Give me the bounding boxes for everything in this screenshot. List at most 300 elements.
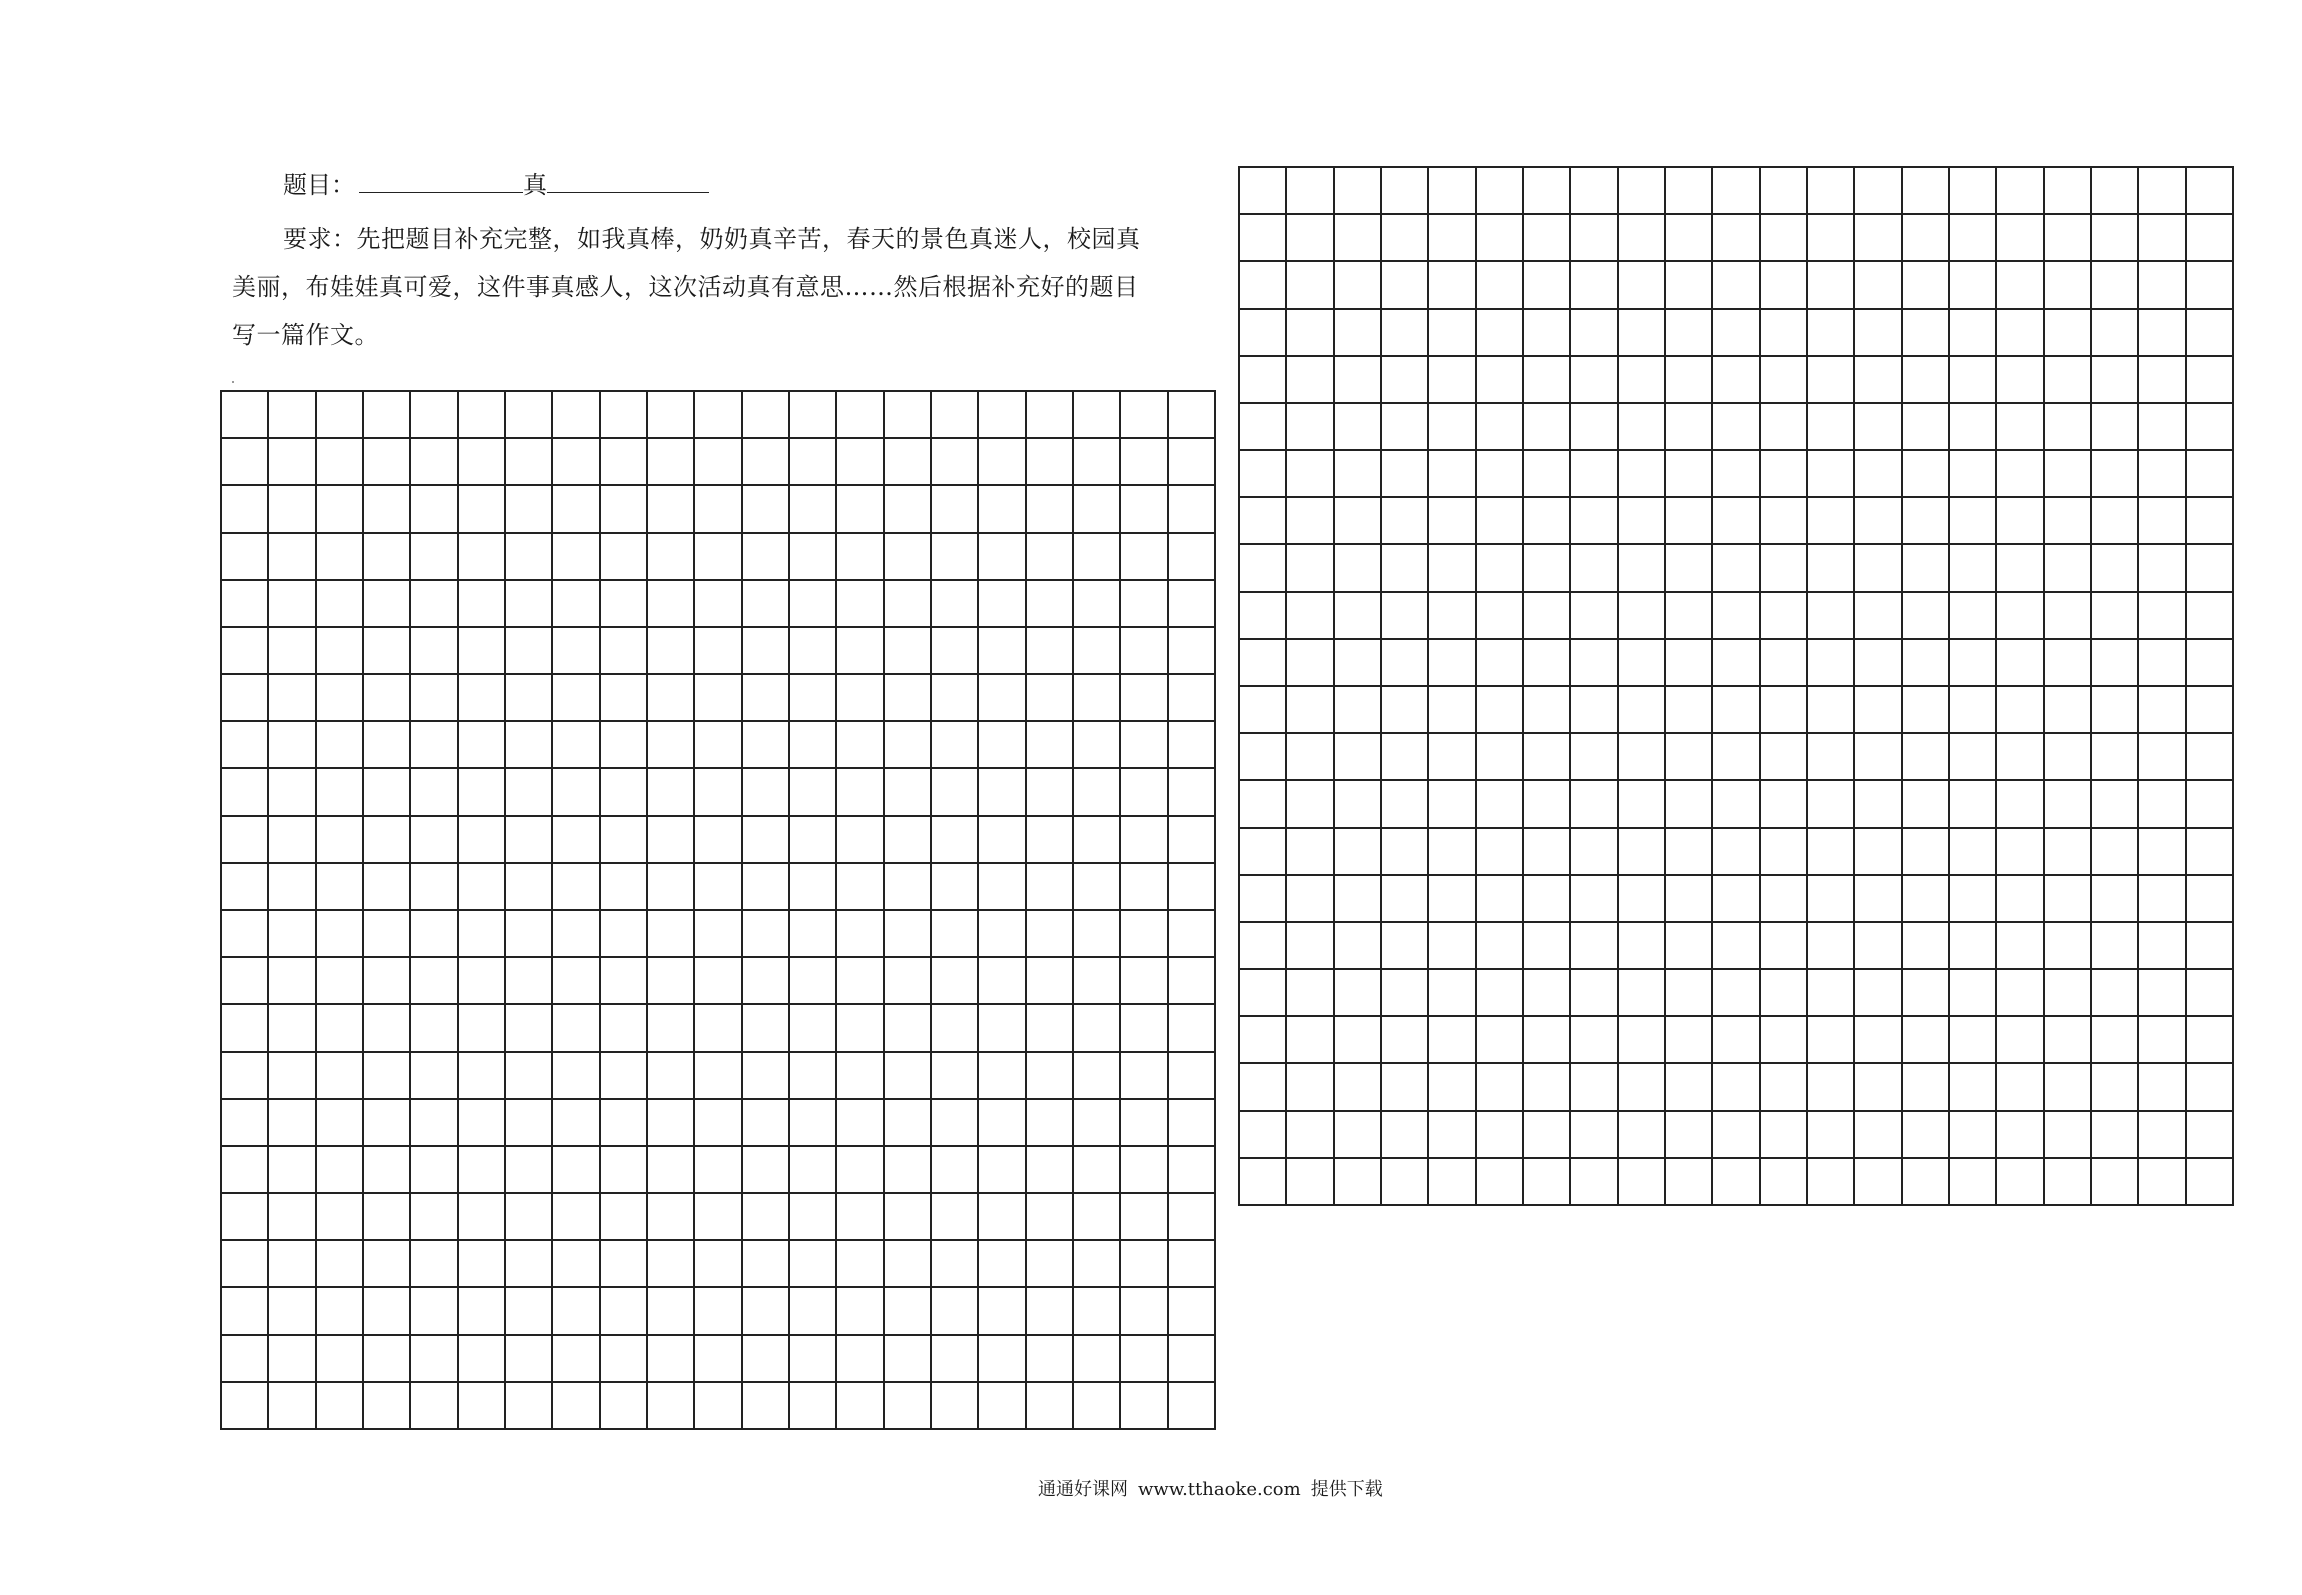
grid-cell bbox=[459, 769, 506, 816]
grid-cell bbox=[2045, 876, 2092, 923]
grid-cell bbox=[695, 486, 742, 533]
grid-cell bbox=[1524, 262, 1571, 309]
grid-cell bbox=[553, 1194, 600, 1241]
grid-cell bbox=[601, 1100, 648, 1147]
grid-cell bbox=[1619, 1112, 1666, 1159]
grid-cell bbox=[1027, 1241, 1074, 1288]
grid-cell bbox=[1571, 498, 1618, 545]
grid-cell bbox=[1808, 310, 1855, 357]
grid-cell bbox=[2139, 404, 2186, 451]
grid-cell bbox=[743, 675, 790, 722]
grid-cell bbox=[364, 581, 411, 628]
grid-cell bbox=[1429, 734, 1476, 781]
grid-cell bbox=[885, 439, 932, 486]
grid-cell bbox=[506, 958, 553, 1005]
grid-cell bbox=[459, 675, 506, 722]
grid-cell bbox=[1169, 817, 1216, 864]
grid-cell bbox=[2139, 215, 2186, 262]
grid-cell bbox=[506, 1383, 553, 1430]
grid-cell bbox=[1027, 911, 1074, 958]
grid-cell bbox=[1169, 958, 1216, 1005]
grid-cell bbox=[601, 486, 648, 533]
grid-cell bbox=[2092, 1159, 2139, 1206]
grid-cell bbox=[979, 1147, 1026, 1194]
grid-cell bbox=[743, 439, 790, 486]
grid-cell bbox=[695, 534, 742, 581]
grid-cell bbox=[459, 1336, 506, 1383]
grid-cell bbox=[1287, 876, 1334, 923]
grid-cell bbox=[411, 1194, 458, 1241]
grid-cell bbox=[269, 628, 316, 675]
grid-cell bbox=[2139, 1112, 2186, 1159]
grid-cell bbox=[1713, 781, 1760, 828]
grid-cell bbox=[1808, 1017, 1855, 1064]
grid-cell bbox=[1619, 262, 1666, 309]
grid-cell bbox=[2045, 215, 2092, 262]
grid-cell bbox=[1903, 640, 1950, 687]
grid-cell bbox=[1429, 781, 1476, 828]
grid-cell bbox=[506, 817, 553, 864]
grid-cell bbox=[1571, 781, 1618, 828]
grid-cell bbox=[601, 581, 648, 628]
grid-cell bbox=[885, 534, 932, 581]
grid-cell bbox=[790, 675, 837, 722]
grid-cell bbox=[1477, 781, 1524, 828]
grid-cell bbox=[1429, 876, 1476, 923]
grid-cell bbox=[2045, 545, 2092, 592]
grid-cell bbox=[885, 392, 932, 439]
grid-cell bbox=[1335, 781, 1382, 828]
grid-cell bbox=[2092, 923, 2139, 970]
grid-cell bbox=[1855, 451, 1902, 498]
grid-cell bbox=[2139, 829, 2186, 876]
grid-cell bbox=[1287, 829, 1334, 876]
grid-cell bbox=[1477, 545, 1524, 592]
grid-cell bbox=[2045, 357, 2092, 404]
grid-cell bbox=[743, 958, 790, 1005]
grid-cell bbox=[979, 1383, 1026, 1430]
grid-cell bbox=[1240, 168, 1287, 215]
grid-cell bbox=[1287, 310, 1334, 357]
grid-cell bbox=[743, 1005, 790, 1052]
grid-cell bbox=[1477, 829, 1524, 876]
grid-cell bbox=[932, 1383, 979, 1430]
grid-cell bbox=[2187, 687, 2234, 734]
grid-cell bbox=[1997, 310, 2044, 357]
grid-cell bbox=[269, 1147, 316, 1194]
grid-cell bbox=[553, 1147, 600, 1194]
grid-cell bbox=[837, 1100, 884, 1147]
grid-cell bbox=[1950, 215, 1997, 262]
grid-cell bbox=[1121, 1194, 1168, 1241]
grid-cell bbox=[648, 1336, 695, 1383]
grid-cell bbox=[648, 817, 695, 864]
grid-cell bbox=[837, 817, 884, 864]
grid-cell bbox=[1121, 1147, 1168, 1194]
grid-cell bbox=[1477, 357, 1524, 404]
grid-cell bbox=[364, 628, 411, 675]
grid-cell bbox=[1121, 628, 1168, 675]
grid-cell bbox=[1855, 734, 1902, 781]
grid-cell bbox=[317, 1100, 364, 1147]
grid-cell bbox=[1666, 640, 1713, 687]
grid-cell bbox=[269, 1288, 316, 1335]
grid-cell bbox=[1997, 168, 2044, 215]
grid-cell bbox=[1997, 262, 2044, 309]
grid-cell bbox=[1808, 1064, 1855, 1111]
grid-cell bbox=[1382, 1112, 1429, 1159]
grid-cell bbox=[1074, 1147, 1121, 1194]
grid-cell bbox=[1903, 545, 1950, 592]
grid-cell bbox=[2092, 687, 2139, 734]
grid-cell bbox=[1950, 829, 1997, 876]
grid-cell bbox=[1027, 1194, 1074, 1241]
grid-cell bbox=[1027, 1100, 1074, 1147]
grid-cell bbox=[601, 864, 648, 911]
grid-cell bbox=[1950, 262, 1997, 309]
grid-cell bbox=[1666, 1159, 1713, 1206]
grid-cell bbox=[743, 1194, 790, 1241]
grid-cell bbox=[1240, 593, 1287, 640]
grid-cell bbox=[1571, 310, 1618, 357]
grid-cell bbox=[317, 1194, 364, 1241]
grid-cell bbox=[222, 1147, 269, 1194]
grid-cell bbox=[695, 1288, 742, 1335]
grid-cell bbox=[2187, 1017, 2234, 1064]
grid-cell bbox=[317, 817, 364, 864]
grid-cell bbox=[1855, 829, 1902, 876]
grid-cell bbox=[1477, 498, 1524, 545]
grid-cell bbox=[1382, 970, 1429, 1017]
grid-cell bbox=[1429, 923, 1476, 970]
grid-cell bbox=[459, 1053, 506, 1100]
grid-cell bbox=[2045, 262, 2092, 309]
grid-cell bbox=[1121, 1336, 1168, 1383]
grid-cell bbox=[1808, 593, 1855, 640]
grid-cell bbox=[837, 628, 884, 675]
grid-cell bbox=[932, 769, 979, 816]
grid-cell bbox=[2092, 593, 2139, 640]
grid-cell bbox=[1666, 970, 1713, 1017]
grid-cell bbox=[885, 911, 932, 958]
grid-cell bbox=[506, 1336, 553, 1383]
grid-cell bbox=[2187, 1159, 2234, 1206]
grid-cell bbox=[1169, 864, 1216, 911]
grid-cell bbox=[1477, 970, 1524, 1017]
grid-cell bbox=[2092, 310, 2139, 357]
grid-cell bbox=[222, 817, 269, 864]
grid-cell bbox=[837, 1336, 884, 1383]
grid-cell bbox=[269, 534, 316, 581]
grid-cell bbox=[1240, 970, 1287, 1017]
grid-cell bbox=[1240, 357, 1287, 404]
grid-cell bbox=[1808, 357, 1855, 404]
grid-cell bbox=[1571, 687, 1618, 734]
grid-cell bbox=[317, 1336, 364, 1383]
grid-cell bbox=[1666, 1064, 1713, 1111]
grid-cell bbox=[1713, 498, 1760, 545]
grid-cell bbox=[411, 1005, 458, 1052]
grid-cell bbox=[1382, 640, 1429, 687]
grid-cell bbox=[317, 911, 364, 958]
grid-cell bbox=[1287, 215, 1334, 262]
grid-cell bbox=[1619, 687, 1666, 734]
grid-cell bbox=[411, 628, 458, 675]
grid-cell bbox=[1429, 640, 1476, 687]
grid-cell bbox=[1240, 1017, 1287, 1064]
grid-cell bbox=[1382, 781, 1429, 828]
grid-cell bbox=[1950, 451, 1997, 498]
grid-cell bbox=[1287, 687, 1334, 734]
grid-cell bbox=[1619, 1159, 1666, 1206]
grid-cell bbox=[1855, 1159, 1902, 1206]
grid-cell bbox=[2045, 404, 2092, 451]
grid-cell bbox=[1619, 404, 1666, 451]
grid-cell bbox=[648, 1241, 695, 1288]
grid-cell bbox=[885, 1288, 932, 1335]
grid-cell bbox=[790, 817, 837, 864]
grid-cell bbox=[932, 486, 979, 533]
grid-cell bbox=[1619, 451, 1666, 498]
grid-cell bbox=[2092, 1017, 2139, 1064]
grid-cell bbox=[837, 1053, 884, 1100]
grid-cell bbox=[885, 864, 932, 911]
grid-cell bbox=[695, 1053, 742, 1100]
grid-cell bbox=[1335, 404, 1382, 451]
grid-cell bbox=[2092, 970, 2139, 1017]
grid-cell bbox=[269, 675, 316, 722]
grid-cell bbox=[317, 534, 364, 581]
grid-cell bbox=[459, 439, 506, 486]
grid-cell bbox=[269, 1194, 316, 1241]
grid-cell bbox=[1808, 923, 1855, 970]
grid-cell bbox=[2139, 451, 2186, 498]
grid-cell bbox=[2045, 1112, 2092, 1159]
grid-cell bbox=[1335, 829, 1382, 876]
grid-cell bbox=[885, 817, 932, 864]
grid-cell bbox=[1287, 1017, 1334, 1064]
grid-cell bbox=[1477, 262, 1524, 309]
grid-cell bbox=[506, 675, 553, 722]
grid-cell bbox=[364, 486, 411, 533]
grid-cell bbox=[553, 1241, 600, 1288]
grid-cell bbox=[1477, 168, 1524, 215]
grid-cell bbox=[695, 628, 742, 675]
grid-cell bbox=[695, 769, 742, 816]
grid-cell bbox=[411, 1147, 458, 1194]
grid-cell bbox=[1997, 734, 2044, 781]
grid-cell bbox=[1571, 168, 1618, 215]
grid-cell bbox=[269, 392, 316, 439]
grid-cell bbox=[601, 1005, 648, 1052]
grid-cell bbox=[790, 439, 837, 486]
grid-cell bbox=[364, 864, 411, 911]
grid-cell bbox=[695, 958, 742, 1005]
grid-cell bbox=[364, 1288, 411, 1335]
writing-grid-left bbox=[220, 390, 1216, 1430]
grid-cell bbox=[885, 628, 932, 675]
grid-cell bbox=[1997, 781, 2044, 828]
grid-cell bbox=[2187, 168, 2234, 215]
grid-cell bbox=[317, 392, 364, 439]
grid-cell bbox=[553, 439, 600, 486]
grid-cell bbox=[1240, 1064, 1287, 1111]
grid-cell bbox=[979, 722, 1026, 769]
grid-cell bbox=[1382, 687, 1429, 734]
grid-cell bbox=[1074, 1194, 1121, 1241]
grid-cell bbox=[1571, 545, 1618, 592]
grid-cell bbox=[1477, 310, 1524, 357]
grid-cell bbox=[2139, 262, 2186, 309]
grid-cell bbox=[1997, 923, 2044, 970]
grid-cell bbox=[2092, 262, 2139, 309]
grid-cell bbox=[1287, 545, 1334, 592]
grid-cell bbox=[1950, 781, 1997, 828]
grid-cell bbox=[222, 769, 269, 816]
grid-cell bbox=[1382, 545, 1429, 592]
grid-cell bbox=[1429, 545, 1476, 592]
grid-cell bbox=[1571, 451, 1618, 498]
grid-cell bbox=[2187, 829, 2234, 876]
grid-cell bbox=[1169, 769, 1216, 816]
grid-cell bbox=[364, 1005, 411, 1052]
grid-cell bbox=[1121, 1288, 1168, 1335]
grid-cell bbox=[1335, 876, 1382, 923]
grid-cell bbox=[1121, 1005, 1168, 1052]
grid-cell bbox=[1477, 215, 1524, 262]
grid-cell bbox=[1997, 1159, 2044, 1206]
grid-cell bbox=[506, 439, 553, 486]
grid-cell bbox=[506, 864, 553, 911]
grid-cell bbox=[364, 1241, 411, 1288]
grid-cell bbox=[601, 439, 648, 486]
grid-cell bbox=[837, 911, 884, 958]
grid-cell bbox=[1287, 593, 1334, 640]
grid-cell bbox=[2092, 1112, 2139, 1159]
grid-cell bbox=[2092, 1064, 2139, 1111]
grid-cell bbox=[1571, 357, 1618, 404]
grid-cell bbox=[553, 675, 600, 722]
grid-cell bbox=[1713, 1112, 1760, 1159]
grid-cell bbox=[1903, 1159, 1950, 1206]
grid-cell bbox=[1287, 970, 1334, 1017]
grid-cell bbox=[1524, 923, 1571, 970]
grid-cell bbox=[1619, 970, 1666, 1017]
grid-cell bbox=[553, 534, 600, 581]
grid-cell bbox=[506, 486, 553, 533]
grid-cell bbox=[317, 581, 364, 628]
grid-cell bbox=[506, 1005, 553, 1052]
grid-cell bbox=[1903, 404, 1950, 451]
grid-cell bbox=[2045, 1064, 2092, 1111]
grid-cell bbox=[1713, 1064, 1760, 1111]
grid-cell bbox=[2045, 1017, 2092, 1064]
grid-cell bbox=[1903, 215, 1950, 262]
grid-cell bbox=[979, 628, 1026, 675]
grid-cell bbox=[553, 911, 600, 958]
grid-cell bbox=[2187, 781, 2234, 828]
grid-cell bbox=[1382, 310, 1429, 357]
grid-cell bbox=[1240, 1112, 1287, 1159]
grid-cell bbox=[743, 1288, 790, 1335]
grid-cell bbox=[553, 392, 600, 439]
grid-cell bbox=[1997, 593, 2044, 640]
grid-cell bbox=[1121, 817, 1168, 864]
grid-cell bbox=[2045, 310, 2092, 357]
grid-cell bbox=[411, 722, 458, 769]
grid-cell bbox=[979, 392, 1026, 439]
grid-cell bbox=[932, 392, 979, 439]
grid-cell bbox=[1761, 404, 1808, 451]
grid-cell bbox=[2045, 1159, 2092, 1206]
grid-cell bbox=[269, 1053, 316, 1100]
grid-cell bbox=[1997, 451, 2044, 498]
grid-cell bbox=[1761, 357, 1808, 404]
grid-cell bbox=[411, 486, 458, 533]
grid-cell bbox=[364, 392, 411, 439]
grid-cell bbox=[695, 1005, 742, 1052]
grid-cell bbox=[2139, 593, 2186, 640]
grid-cell bbox=[648, 911, 695, 958]
grid-cell bbox=[411, 1288, 458, 1335]
grid-cell bbox=[222, 864, 269, 911]
grid-cell bbox=[2139, 734, 2186, 781]
grid-cell bbox=[1666, 687, 1713, 734]
grid-cell bbox=[2092, 451, 2139, 498]
grid-cell bbox=[1761, 970, 1808, 1017]
grid-cell bbox=[459, 911, 506, 958]
grid-cell bbox=[648, 1194, 695, 1241]
grid-cell bbox=[1429, 687, 1476, 734]
grid-cell bbox=[506, 911, 553, 958]
grid-cell bbox=[1121, 486, 1168, 533]
grid-cell bbox=[2139, 1017, 2186, 1064]
grid-cell bbox=[459, 392, 506, 439]
grid-cell bbox=[1903, 1064, 1950, 1111]
grid-cell bbox=[317, 628, 364, 675]
grid-cell bbox=[2139, 168, 2186, 215]
grid-cell bbox=[1027, 1336, 1074, 1383]
grid-cell bbox=[1571, 923, 1618, 970]
grid-cell bbox=[222, 958, 269, 1005]
grid-cell bbox=[1619, 545, 1666, 592]
grid-cell bbox=[2187, 498, 2234, 545]
footer-suffix: 提供下载 bbox=[1310, 1479, 1383, 1500]
grid-cell bbox=[222, 628, 269, 675]
grid-cell bbox=[1808, 498, 1855, 545]
grid-cell bbox=[222, 1336, 269, 1383]
grid-cell bbox=[459, 958, 506, 1005]
grid-cell bbox=[222, 722, 269, 769]
grid-cell bbox=[790, 769, 837, 816]
grid-cell bbox=[743, 581, 790, 628]
grid-cell bbox=[1619, 215, 1666, 262]
grid-cell bbox=[317, 439, 364, 486]
grid-cell bbox=[1287, 168, 1334, 215]
grid-cell bbox=[1903, 970, 1950, 1017]
grid-cell bbox=[2045, 498, 2092, 545]
grid-cell bbox=[269, 1336, 316, 1383]
grid-cell bbox=[269, 1100, 316, 1147]
grid-cell bbox=[790, 1100, 837, 1147]
grid-cell bbox=[222, 392, 269, 439]
grid-cell bbox=[2045, 687, 2092, 734]
grid-cell bbox=[695, 911, 742, 958]
grid-cell bbox=[1240, 781, 1287, 828]
grid-cell bbox=[1808, 262, 1855, 309]
grid-cell bbox=[1713, 593, 1760, 640]
grid-cell bbox=[837, 1005, 884, 1052]
